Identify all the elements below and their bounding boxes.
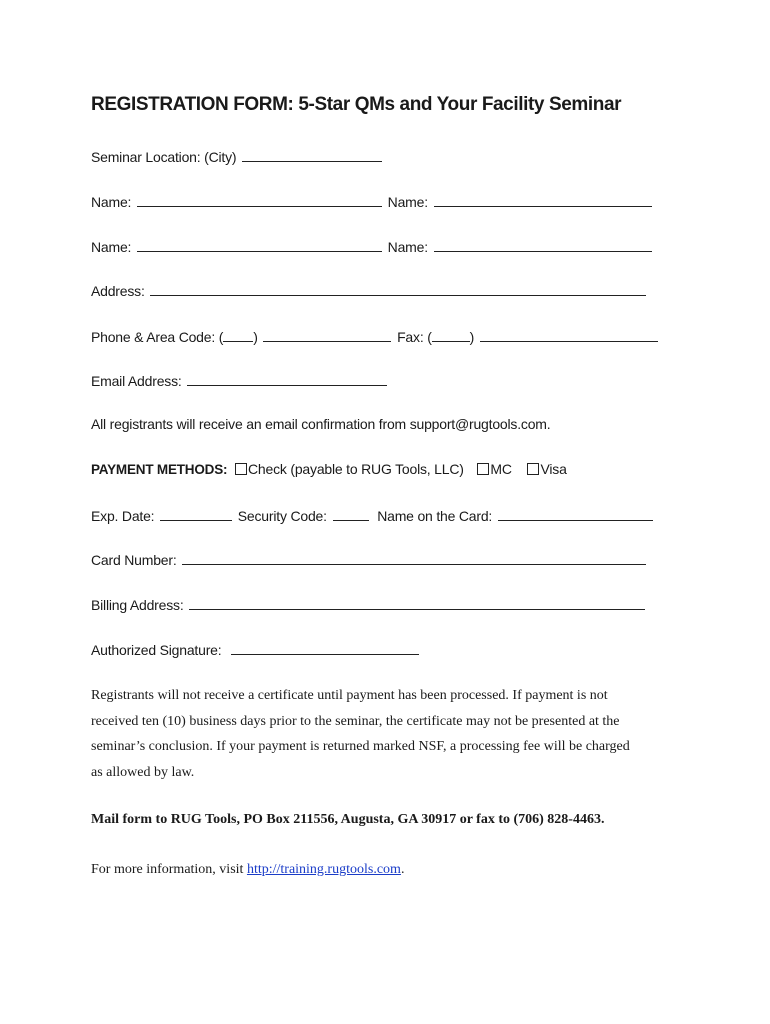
address-field[interactable]: [150, 281, 646, 296]
seminar-location-row: [91, 147, 384, 165]
signature-field[interactable]: [231, 640, 419, 655]
name-label: Name:: [91, 194, 132, 210]
phone-number-field[interactable]: [263, 327, 391, 342]
policy-paragraph: [91, 683, 681, 785]
phone-area-code-field[interactable]: [223, 327, 253, 342]
exp-date-label: Exp. Date:: [91, 508, 155, 524]
name-label: Name:: [91, 239, 132, 255]
confirmation-note: All registrants will receive an email confirmation from support@rugtools.com.: [91, 416, 551, 432]
seminar-location-label: Seminar Location: (City): [91, 149, 237, 165]
name-field-1[interactable]: [137, 192, 382, 207]
phone-label: Phone & Area Code: (: [91, 329, 224, 345]
signature-row: [91, 640, 421, 658]
phone-fax-row: [91, 327, 660, 345]
security-code-label: Security Code:: [237, 508, 327, 524]
billing-address-field[interactable]: [189, 595, 645, 610]
name-row-1: [91, 192, 654, 210]
exp-date-field[interactable]: [160, 506, 232, 521]
training-link[interactable]: http://training.rugtools.com: [246, 862, 401, 877]
mc-checkbox[interactable]: [477, 463, 489, 475]
email-label: Email Address:: [91, 373, 182, 389]
name-on-card-field[interactable]: [498, 506, 653, 521]
fax-close-paren: ): [469, 329, 475, 345]
card-number-row: [91, 550, 648, 568]
name-field-2[interactable]: [434, 192, 652, 207]
name-label: Name:: [387, 239, 428, 255]
fax-label: Fax: (: [397, 329, 432, 345]
policy-line: Registrants will not receive a certificate until payment has been processed. If payment is not: [91, 688, 608, 703]
more-info-line: [91, 862, 404, 878]
payment-methods-label: PAYMENT METHODS:: [91, 462, 228, 477]
check-checkbox[interactable]: [235, 463, 247, 475]
name-field-4[interactable]: [434, 237, 652, 252]
billing-address-row: [91, 595, 647, 613]
more-info-prefix: For more information, visit: [91, 862, 247, 877]
policy-line: as allowed by law.: [91, 764, 195, 780]
payment-methods-row: [91, 461, 567, 477]
name-label: Name:: [387, 194, 428, 210]
phone-close-paren: ): [253, 329, 258, 345]
card-details-row: [91, 506, 655, 524]
payment-option-visa: Visa: [540, 461, 567, 477]
seminar-location-field[interactable]: [242, 147, 382, 162]
address-row: [91, 281, 648, 299]
fax-number-field[interactable]: [480, 327, 658, 342]
policy-line: received ten (10) business days prior to the seminar, the certificate may not be presented at the: [91, 713, 620, 729]
address-label: Address:: [91, 283, 145, 299]
more-info-suffix: .: [400, 862, 405, 877]
fax-area-code-field[interactable]: [432, 327, 470, 342]
email-row: [91, 371, 389, 389]
card-number-field[interactable]: [182, 550, 646, 565]
signature-label: Authorized Signature:: [91, 642, 222, 658]
security-code-field[interactable]: [333, 506, 369, 521]
name-row-2: [91, 237, 654, 255]
mail-instructions: Mail form to RUG Tools, PO Box 211556, Augusta, GA 30917 or fax to (706) 828-4463.: [91, 812, 605, 827]
payment-option-mc: MC: [490, 461, 512, 477]
billing-address-label: Billing Address:: [91, 597, 184, 613]
card-number-label: Card Number:: [91, 552, 177, 568]
email-field[interactable]: [187, 371, 387, 386]
name-field-3[interactable]: [137, 237, 382, 252]
payment-option-check: Check (payable to RUG Tools, LLC): [248, 461, 464, 477]
form-title: REGISTRATION FORM: 5-Star QMs and Your Facility Seminar: [91, 94, 622, 115]
policy-line: seminar’s conclusion. If your payment is returned marked NSF, a processing fee will be charged: [91, 739, 630, 754]
name-on-card-label: Name on the Card:: [377, 508, 493, 524]
visa-checkbox[interactable]: [527, 463, 539, 475]
